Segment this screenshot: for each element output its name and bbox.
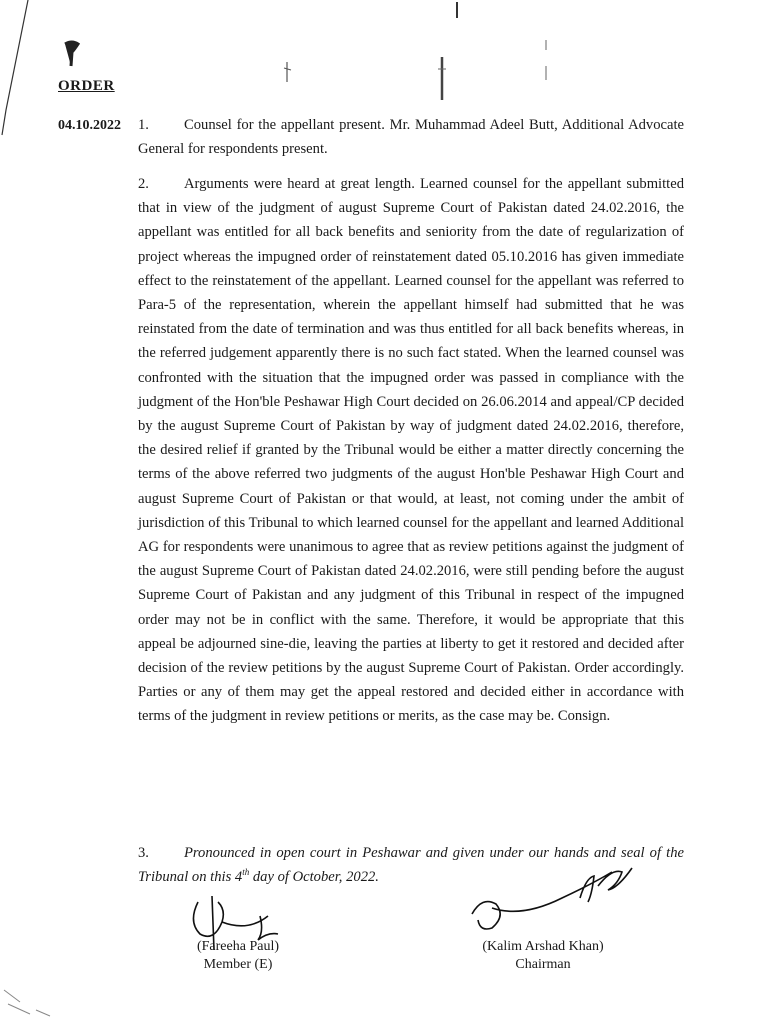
paragraph-text: Counsel for the appellant present. Mr. Muhammad Adeel Butt, Additional Advocate General for respondents present. (138, 117, 684, 158)
margin-line (0, 0, 40, 140)
scan-artifact-mark (428, 55, 458, 105)
chairman-signature-block (458, 938, 628, 974)
scan-artifact-mark (282, 60, 294, 90)
pronouncement-text: Pronounced in open court in Peshawar and given under our hands and seal of the Tribunal on this 4 (138, 845, 684, 885)
scan-artifact-mark (0, 980, 60, 1020)
paragraph-text: Arguments were heard at great length. Learned counsel for the appellant submitted that in view of the judgment of august Supreme Court of Pakistan dated 24.02.2016, the appellant was entitled for all back benefits and seniority from the date of regularization of project whereas the impugned order of reinstatement dated 05.10.2016 has given immediate effect to the reinstatement of the appellant. Learned counsel for the appellant was referred to Para-5 of the representation, wherein the appellant himself had submitted that he was reinstated from the date of termination and was thus entitled for all back benefits whereas, in the referred judgement apparently there is no such fact stated. When the learned counsel was confronted with the situation that the impugned order was passed in compliance with the judgment of the Hon'ble Peshawar High Court decided on 26.06.2014 and appeal/CP decided by the august Supreme Court of Pakistan by way of judgment dated 24.02.2016, therefore, the desired relief if granted by the Tribunal would be either a matter directly concerning the terms of the above referred two judgments of the august Hon'ble Peshawar High Court and august Supreme Court of Pakistan or that would, at least, not coming under the ambit of jurisdiction of this Tribunal to which learned counsel for the appellant and learned Additional AG for respondents were unanimous to agree that as review petitions against the judgment of the august Supreme Court of Pakistan dated 24.02.2016, were still pending before the august Supreme Court of Pakistan and any judgment of this Tribunal in respect of the impugned order may not be in conflict with the same. Therefore, it would be appropriate that this appeal be adjourned sine-die, leaving the parties at liberty to get it restored and decided after decision of the review petitions by the august Supreme Court of Pakistan. Order accordingly. Parties or any of them may get the appeal restored and decided either in accordance with terms of the judgment in review petitions or merits, as the case may be. Consign. (138, 176, 684, 725)
paragraph-number: 1. (138, 117, 149, 133)
order-paragraph-1 (138, 113, 684, 161)
paragraph-number: 3. (138, 845, 149, 861)
member-signature-block (178, 938, 298, 974)
paragraph-number: 2. (138, 176, 149, 192)
chairman-title: Chairman (515, 957, 571, 972)
pronouncement-text-end: day of October, 2022. (249, 868, 379, 885)
chairman-name: (Kalim Arshad Khan) (482, 939, 604, 954)
chairman-signature (462, 858, 652, 938)
member-name: (Fareeha Paul) (196, 939, 280, 954)
order-paragraph-2 (138, 172, 684, 729)
order-heading: ORDER (58, 78, 115, 94)
order-date: 04.10.2022 (58, 118, 121, 133)
member-title: Member (E) (203, 957, 273, 972)
punch-hole-mark (452, 2, 462, 22)
scan-artifact-mark (542, 38, 550, 88)
ink-blot-mark (62, 40, 82, 70)
pronouncement-superscript: th (242, 867, 250, 877)
